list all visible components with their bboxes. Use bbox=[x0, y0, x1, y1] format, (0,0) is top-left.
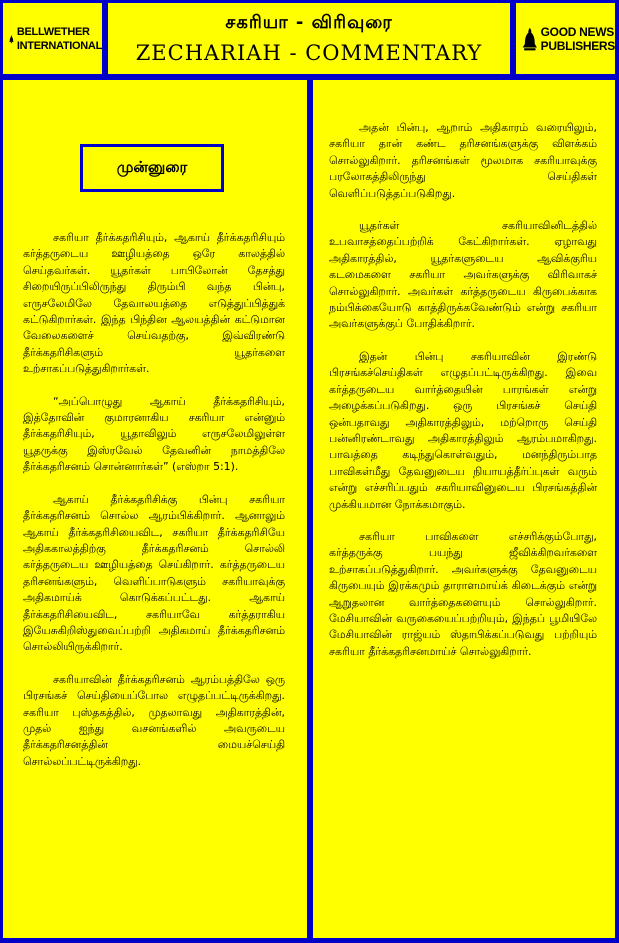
logo-right-line1: GOOD NEWS bbox=[540, 24, 614, 39]
paragraph: சகரியா தீர்க்கதரிசியும், ஆகாய் தீர்க்கதரிசியும் கர்த்தருடைய ஊழியத்தை ஒரே காலத்தில் செய்தவர்கள். யூதர்கள் பாபிலோன் தேசத்து சிறையிருப்பிலிருந்து திரும்பி வந்த பின்பு, எருசலேமிலே தேவாலயத்தை எடுத்துப்பித்துக் கட்டுகிறார்கள். இந்த பிந்தின ஆலயத்தின் கட்டுமான வேலைகளைச் செய்வதற்கு, இவ்விரண்டு தீர்க்கதரிசிகளும் யூதர்களை உற்சாகப்படுத்துகிறார்கள். bbox=[23, 231, 285, 376]
bell-icon bbox=[9, 21, 14, 57]
right-column bbox=[313, 80, 615, 938]
title-block bbox=[108, 3, 510, 74]
introduction-heading: முன்னுரை bbox=[116, 158, 188, 176]
left-column bbox=[3, 80, 307, 938]
paragraph: இதன் பின்பு சகரியாவின் இரண்டு பிரசங்கச்செய்திகள் எழுதப்பட்டிருக்கிறது. இவை கர்த்தருடைய வார்த்தையின் பாரங்கள் என்று அழைக்கப்படுகிறது. ஒரு பிரசங்கச் செய்தி ஒன்பதாவது அதிகாரத்திலும், மற்றொரு செய்தி பன்னிரண்டாவது அதிகாரத்திலும் ஆரம்பமாகிறது. பாவத்தை கடிந்துகொள்வதும், மனந்திரும்பாத பாவிகள்மீது தேவனுடைய நியாயத்தீர்ப்புகள் வரும் என்று எச்சரிப்பதும் சகரியாவினுடைய பிரசங்கத்தின் முக்கியமான நோக்கமாகும். bbox=[329, 349, 597, 511]
right-column-text bbox=[329, 120, 597, 660]
paragraph: “அப்பொழுது ஆகாய் தீர்க்கதரிசியும், இத்தோவின் குமாரனாகிய சகரியா என்னும் தீர்க்கதரிசியும், யூதாவிலும் எருசலேமிலுள்ள யூதருக்கு இஸ்ரவேல் தேவனின் நாமத்திலே தீர்க்கதரிசனம் சொன்னார்கள்” (எஸ்றா 5:1). bbox=[23, 394, 285, 474]
logo-left-line1: BELLWETHER bbox=[16, 25, 90, 38]
left-column-text bbox=[23, 230, 285, 770]
paragraph: யூதர்கள் சகரியாவினிடத்தில் உபவாசத்தைப்பற்றிக் கேட்கிறார்கள். ஏழாவது அதிகாரத்தில், யூதர்களுடைய ஆவிக்குரிய கடமைகளை சகரியா அவர்களுக்கு விரிவாகச் சொல்லுகிறார். அவர்கள் கர்த்தருடைய கிருபைக்காக நம்பிக்கையோடு காத்திருக்கவேண்டும் என்று சகரியா அவர்களுக்குப் போதிக்கிறார். bbox=[329, 219, 597, 331]
paragraph: அதன் பின்பு, ஆறாம் அதிகாரம் வரையிலும், சகரியா தான் கண்ட தரிசனங்களுக்கு விளக்கம் சொல்லுகிறார். தரிசனங்கள் மூலமாக சகரியாவுக்கு பரலோகத்திலிருந்து செய்திகள் வெளிப்படுத்தப்படுகிறது. bbox=[329, 121, 597, 200]
logo-right-line2: PUBLISHERS bbox=[540, 38, 615, 53]
good-news-logo bbox=[516, 3, 615, 74]
trumpet-bell-icon bbox=[522, 21, 538, 57]
title-tamil: சகரியா - விரிவுரை bbox=[225, 12, 393, 33]
paragraph: ஆகாய் தீர்க்கதரிசிக்கு பின்பு சகரியா தீர்க்கதரிசனம் சொல்ல ஆரம்பிக்கிறார். ஆனாலும் ஆகாய் தீர்க்கதரிசியைவிட, சகரியா தீர்க்கதரிசியே அதிககாலத்திற்கு தீர்க்கதரிசனம் சொல்லி கர்த்தருடைய ஊழியத்தை செய்கிறார். கர்த்தருடைய தரிசனங்களும், வெளிப்பாடுகளும் சகரியாவுக்கு அதிகமாய்க் கொடுக்கப்பட்டது. ஆகாய் தீர்க்கதரிசியைவிட, சகரியாவே கர்த்தராகிய இயேசுகிறிஸ்துவைப்பற்றி அதிகமாய் தீர்க்கதரிசனம் சொல்லியிருக்கிறார். bbox=[23, 492, 285, 654]
introduction-heading-box bbox=[80, 144, 224, 192]
logo-left-line2: INTERNATIONAL bbox=[16, 39, 102, 52]
paragraph: சகரியா பாவிகளை எச்சரிக்கும்போது, கர்த்தருக்கு பயந்து ஜீவிக்கிறவர்களை உற்சாகப்படுத்துகிறார். அவர்களுக்கு தேவனுடைய கிருபையும் இரக்கமும் தாராளமாய்க் கிடைக்கும் என்று ஆறுதலான வார்த்தைகளையும் சொல்லுகிறார். மேசியாவின் வருகையைப்பற்றியும், இந்தப் பூமியிலே மேசியாவின் ராஜ்யம் ஸ்தாபிக்கப்படுவது பற்றியும் சகரியா தீர்க்கதரிசனமாய்ச் சொல்லுகிறார். bbox=[329, 529, 597, 658]
bellwether-logo bbox=[3, 3, 102, 74]
paragraph: சகரியாவின் தீர்க்கதரிசனம் ஆரம்பத்திலே ஒரு பிரசங்கச் செய்தியைப்போல எழுதப்பட்டிருக்கிறது. சகரியா புஸ்தகத்தில், முதலாவது அதிகாரத்தின், முதல் ஐந்து வசனங்களில் அவருடைய தீர்க்கதரிசனத்தின் மையச்செய்தி சொல்லப்பட்டிருக்கிறது. bbox=[23, 672, 285, 768]
title-english: ZECHARIAH - COMMENTARY bbox=[135, 41, 483, 65]
page-header bbox=[0, 0, 619, 80]
